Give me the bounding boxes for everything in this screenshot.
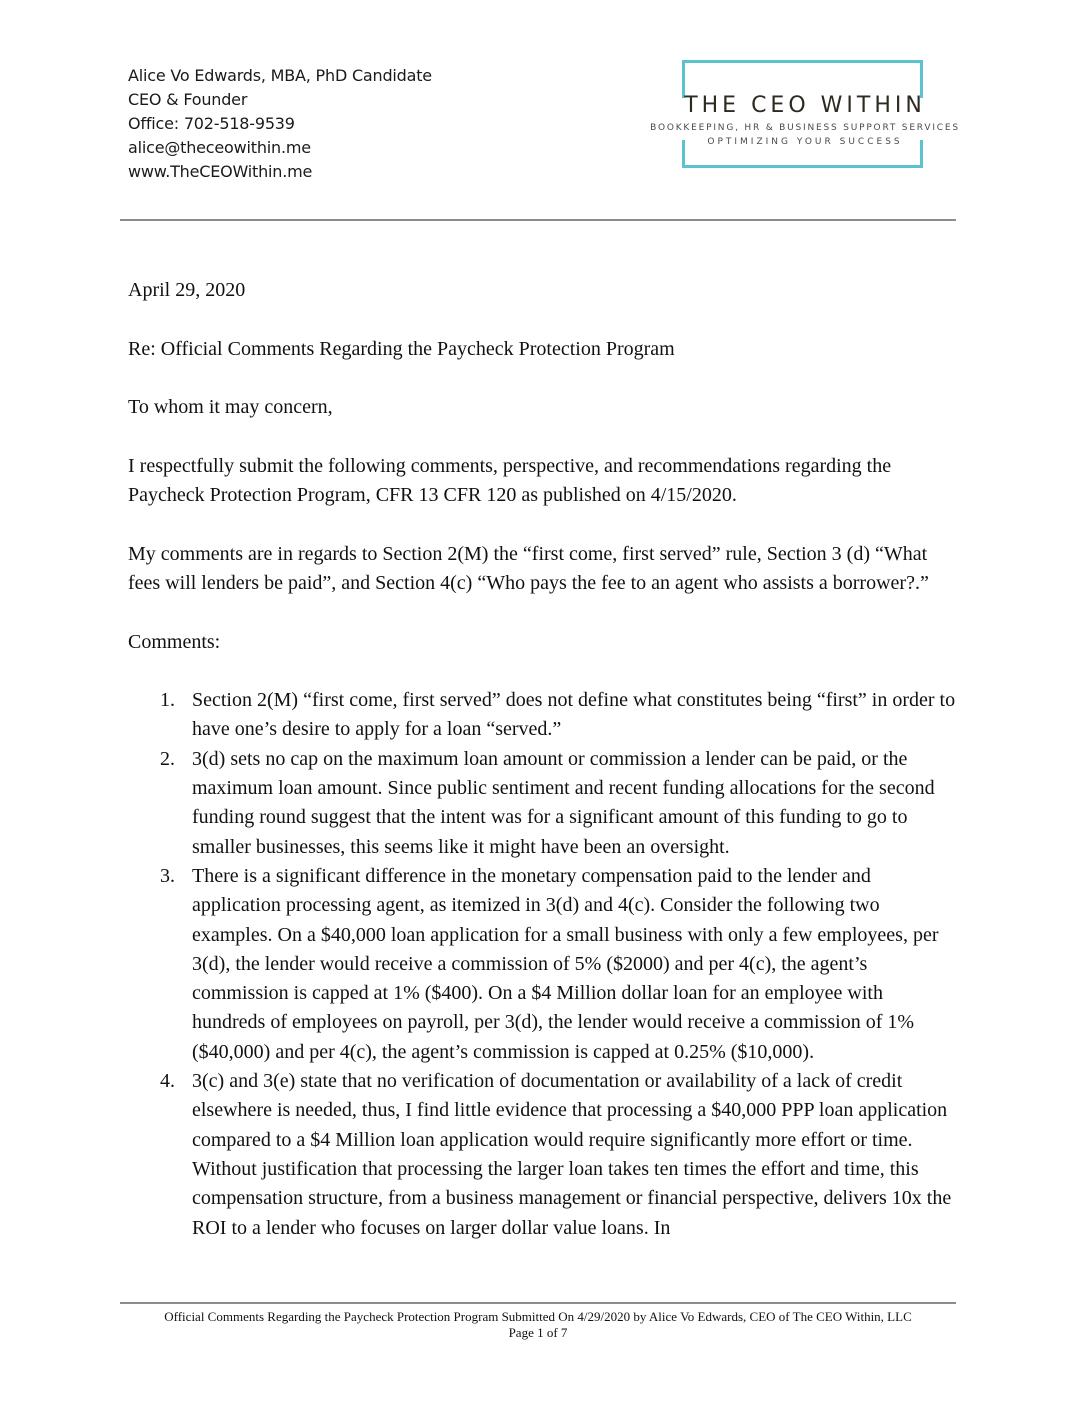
email-link[interactable]: alice@theceowithin.me — [128, 138, 311, 157]
logo-subtitle: BOOKKEEPING, HR & BUSINESS SUPPORT SERVICES — [650, 123, 960, 133]
company-logo — [640, 60, 970, 168]
comment-number: 3. — [160, 864, 175, 887]
comment-item — [128, 745, 958, 862]
comments-list — [128, 686, 958, 1243]
comment-item — [128, 1067, 958, 1243]
logo-tagline: OPTIMIZING YOUR SUCCESS — [707, 137, 903, 147]
author-name: Alice Vo Edwards, MBA, PhD Candidate — [128, 66, 432, 85]
comment-number: 2. — [160, 747, 175, 770]
comment-text: 3(c) and 3(e) state that no verification of documentation or availability of a lack of credit elsewhere is needed, thus, I find little evidence that processing a $40,000 PPP loan application compared to a $4 Million loan application would require significantly more effort or time. Without justification that processing the larger loan takes ten times the effort and time, this compensation structure, from a business management or financial perspective, delivers 10x the ROI to a lender who focuses on larger dollar value loans. In — [192, 1070, 952, 1239]
letter-date: April 29, 2020 — [128, 279, 246, 301]
office-phone: Office: 702-518-9539 — [128, 114, 295, 133]
website-link[interactable]: www.TheCEOWithin.me — [128, 162, 313, 181]
author-role: CEO & Founder — [128, 90, 248, 109]
footer-text: Official Comments Regarding the Paycheck Protection Program Submitted On 4/29/2020 by Alice Vo Edwards, CEO of The CEO Within, LLC — [164, 1309, 912, 1324]
letter-intro: I respectfully submit the following comments, perspective, and recommendations regarding the Paycheck Protection Program, CFR 13 CFR 120 as published on 4/15/2020. — [128, 454, 892, 507]
comment-item — [128, 686, 958, 745]
letter-scope: My comments are in regards to Section 2(M) the “first come, first served” rule, Section 3 (d) “What fees will lenders be paid”, and Section 4(c) “Who pays the fee to an agent who assists a borrower?.” — [128, 542, 929, 594]
comment-number: 1. — [160, 689, 175, 712]
letterhead-contact — [128, 64, 432, 184]
letter-subject: Re: Official Comments Regarding the Paycheck Protection Program — [128, 337, 675, 360]
comment-number: 4. — [160, 1070, 175, 1093]
footer-divider — [120, 1302, 956, 1304]
page-number: Page 1 of 7 — [508, 1325, 568, 1340]
logo-title: THE CEO WITHIN — [684, 93, 926, 118]
comments-heading: Comments: — [128, 630, 221, 653]
letter-body — [128, 276, 958, 1243]
page-footer — [120, 1309, 956, 1341]
letter-salutation: To whom it may concern, — [128, 396, 333, 419]
comment-text: There is a significant difference in the monetary compensation paid to the lender and application processing agent, as itemized in 3(d) and 4(c). Consider the following two examples. On a $40,000 loan application for a small business with only a few employees, per 3(d), the lender would receive a commission of 5% ($2000) and per 4(c), the agent’s commission is capped at 1% ($400). On a $4 Million dollar loan for an employee with hundreds of employees on payroll, per 3(d), the lender would receive a commission of 1% ($40,000) and per 4(c), the agent’s commission is capped at 0.25% ($10,000). — [192, 864, 939, 1063]
comment-item — [128, 862, 958, 1067]
comment-text: Section 2(M) “first come, first served” does not define what constitutes being “first” in order to have one’s desire to apply for a loan “served.” — [192, 689, 956, 741]
header-divider — [120, 219, 956, 221]
comment-text: 3(d) sets no cap on the maximum loan amount or commission a lender can be paid, or the maximum loan amount. Since public sentiment and recent funding allocations for the second funding round suggest that the intent was for a significant amount of this funding to go to smaller businesses, this seems like it might have been an oversight. — [192, 747, 935, 858]
